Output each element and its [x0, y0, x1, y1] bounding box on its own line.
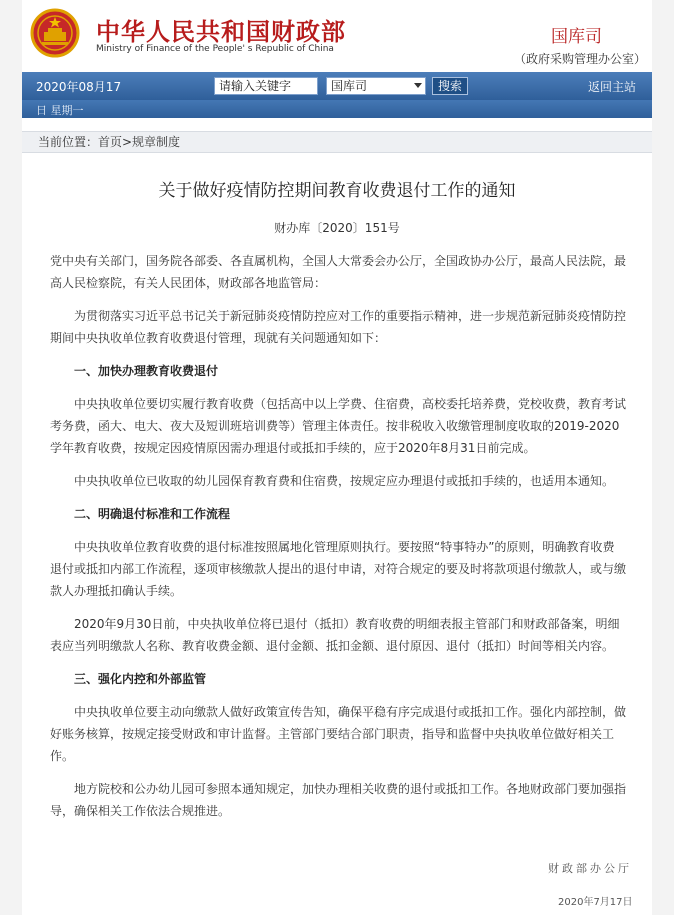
return-main-site-link[interactable]: 返回主站 [587, 80, 636, 94]
intro-paragraph: 为贯彻落实习近平总书记关于新冠肺炎疫情防控应对工作的重要指示精神，进一步规范新冠肺炎疫情防控期间中央执收单位教育收费退付管理，现就有关问题通知如下： [50, 309, 627, 345]
section-heading-2: 二、明确退付标准和工作流程 [74, 507, 231, 521]
section-2-paragraph-2: 2020年9月30日前，中央执收单位将已退付（抵扣）教育收费的明细表报主管部门和财政部备案，明细表应当列明缴款人名称、教育收费金额、退付金额、抵扣金额、退付原因、退付（抵扣）时间等相关内容。 [50, 617, 620, 653]
category-select[interactable] [326, 77, 426, 95]
search-button[interactable]: 搜索 [432, 77, 468, 95]
breadcrumb[interactable]: 当前位置：首页>规章制度 [22, 131, 652, 153]
section-3-paragraph-2: 地方院校和公办幼儿园可参照本通知规定，加快办理相关收费的退付或抵扣工作。各地财政部门要加强指导，确保相关工作依法合规推进。 [50, 782, 627, 818]
document-number: 财办库〔2020〕151号 [274, 221, 400, 235]
site-name-en: Ministry of Finance of the People' s Republic of China [96, 44, 334, 54]
article-title: 关于做好疫情防控期间教育收费退付工作的通知 [158, 181, 516, 201]
section-heading-1: 一、加快办理教育收费退付 [74, 364, 219, 378]
article-body [50, 250, 626, 833]
department-subtitle: （政府采购管理办公室） [513, 52, 646, 66]
site-name-cn: 中华人民共和国财政部 [96, 18, 346, 46]
department-name: 国库司 [551, 27, 602, 47]
site-header [22, 0, 652, 72]
signature-office: 财政部办公厅 [548, 862, 632, 875]
chevron-down-icon [414, 83, 422, 88]
section-1-paragraph-2: 中央执收单位已收取的幼儿园保育教育费和住宿费，按规定应办理退付或抵扣手续的，也适用本通知。 [74, 474, 615, 488]
section-heading-3: 三、强化内控和外部监管 [74, 672, 207, 686]
weekday-label: 日 星期一 [36, 104, 84, 117]
section-1-paragraph-1: 中央执收单位要切实履行教育收费（包括高中以上学费、住宿费，高校委托培养费，党校收费，教育考试考务费，函大、电大、夜大及短训班培训费等）管理主体责任。按非税收入收缴管理制度收取的2019-2020学年教育收费，按规定因疫情原因需办理退付或抵扣手续的，应于2020年8月31日前完成。 [50, 397, 627, 455]
category-select-value: 国库司 [331, 79, 368, 93]
date-subbar [22, 100, 652, 118]
section-3-paragraph-1: 中央执收单位要主动向缴款人做好政策宣传告知，确保平稳有序完成退付或抵扣工作。强化内部控制，做好账务核算，按规定接受财政和审计监督。主管部门要结合部门职责，指导和监督中央执收单位做好相关工作。 [50, 705, 627, 763]
signature-date: 2020年7月17日 [558, 897, 633, 908]
national-emblem-icon [30, 8, 80, 58]
nav-bar [22, 72, 652, 100]
section-2-paragraph-1: 中央执收单位教育收费的退付标准按照属地化管理原则执行。要按照“特事特办”的原则，明确教育收费退付或抵扣内部工作流程，逐项审核缴款人提出的退付申请，对符合规定的要及时将款项退付缴款人，或与缴款人办理抵扣确认手续。 [50, 540, 627, 598]
current-date: 2020年08月17 [36, 80, 122, 94]
search-input[interactable]: 请输入关键字 [214, 77, 318, 95]
addressee: 党中央有关部门，国务院各部委、各直属机构，全国人大常委会办公厅，全国政协办公厅，最高人民法院，最高人民检察院，有关人民团体，财政部各地监管局： [50, 254, 627, 290]
